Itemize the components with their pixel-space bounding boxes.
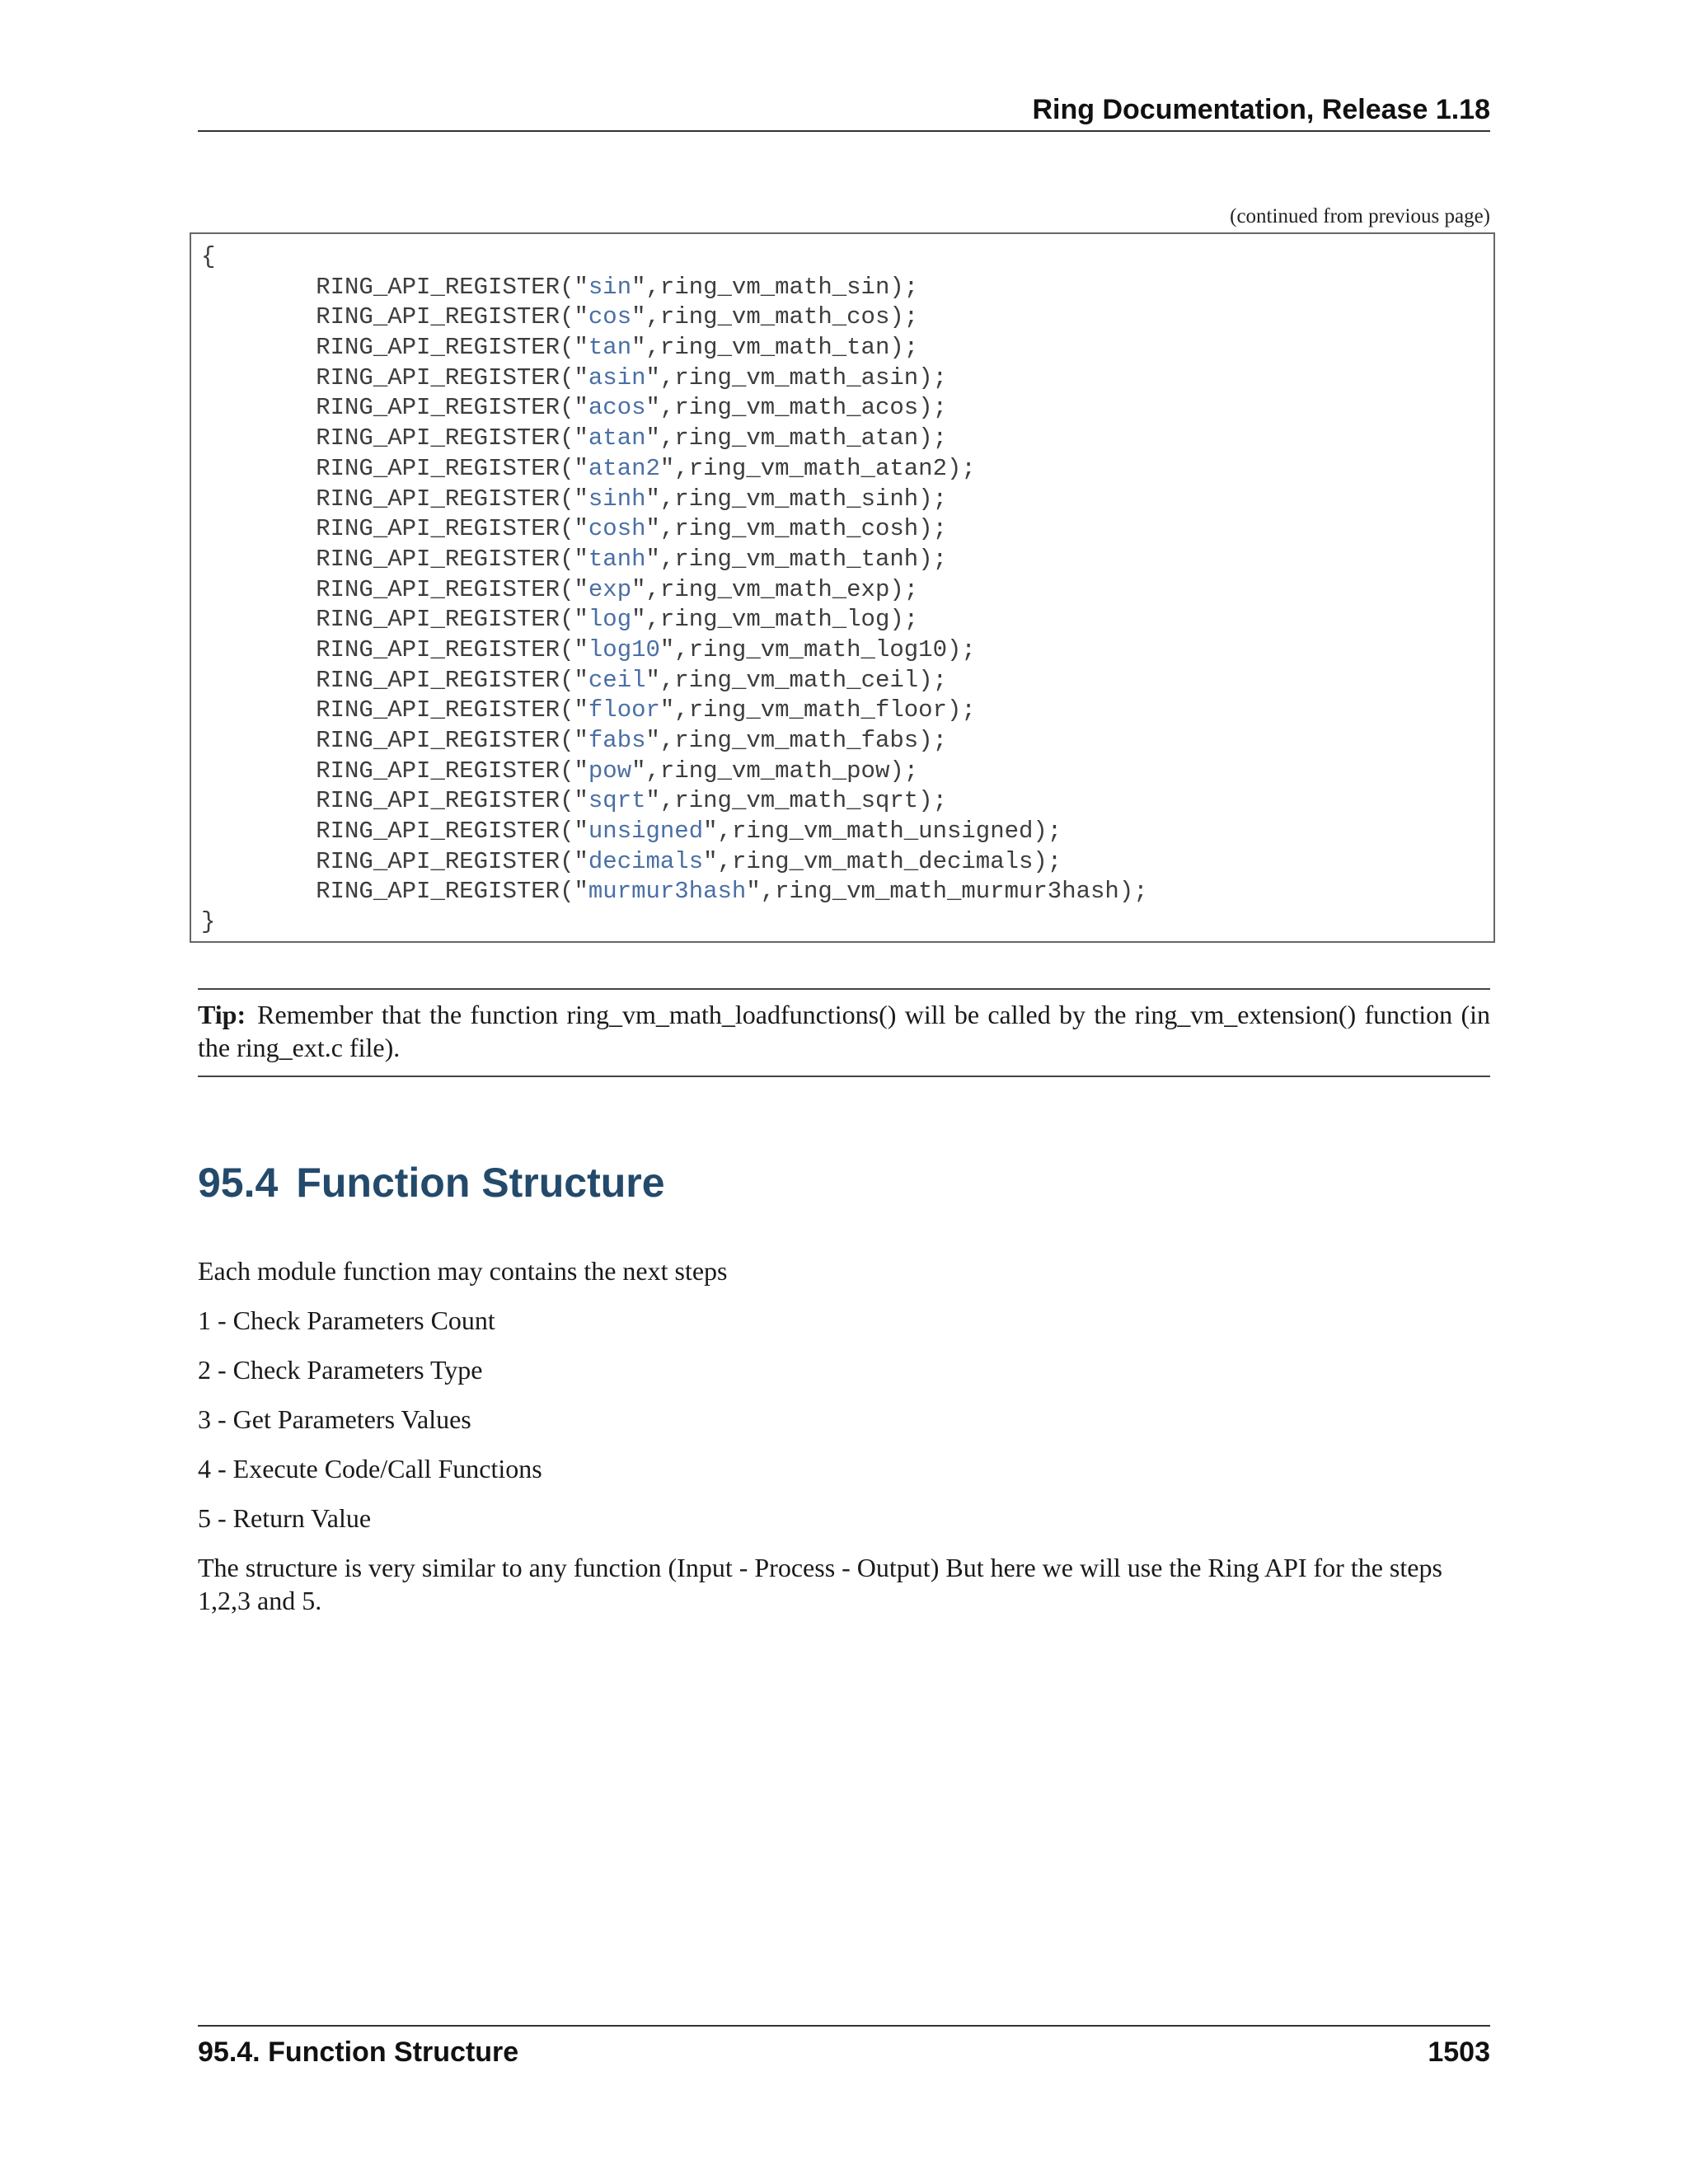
code-string-literal: log (588, 606, 632, 634)
section-title: Function Structure (296, 1160, 665, 1206)
section-intro: Each module function may contains the next steps (198, 1256, 728, 1286)
code-function-name: ring_vm_math_tanh (674, 545, 919, 573)
code-line: RING_API_REGISTER("atan2",ring_vm_math_atan2); (201, 454, 976, 482)
step-item: 3 - Get Parameters Values (198, 1404, 471, 1434)
code-string-literal: cosh (588, 515, 646, 543)
code-open-brace: { (201, 243, 216, 270)
code-call-prefix: RING_API_REGISTER( (201, 787, 574, 815)
code-function-name: ring_vm_math_tan (659, 334, 890, 362)
code-line: RING_API_REGISTER("sqrt",ring_vm_math_sqrt); (201, 787, 947, 815)
code-call-prefix: RING_API_REGISTER( (201, 606, 574, 634)
section-number: 95.4 (198, 1160, 279, 1206)
code-call-prefix: RING_API_REGISTER( (201, 847, 574, 875)
code-line: RING_API_REGISTER("sin",ring_vm_math_sin); (201, 273, 919, 301)
code-function-name: ring_vm_math_acos (674, 394, 919, 422)
code-close-brace: } (201, 908, 216, 936)
code-call-prefix: RING_API_REGISTER( (201, 363, 574, 391)
page-number: 1503 (1428, 2036, 1490, 2068)
code-string-literal: tanh (588, 545, 646, 573)
tip-box (198, 988, 1490, 1077)
step-item: 5 - Return Value (198, 1503, 372, 1533)
code-function-name: ring_vm_math_floor (688, 696, 947, 724)
code-call-prefix: RING_API_REGISTER( (201, 757, 574, 785)
tip-text: Remember that the function ring_vm_math_loadfunctions() will be called by the ring_vm_extension() function (in the ring_ext.c file). (198, 1000, 1490, 1062)
code-function-name: ring_vm_math_cos (659, 303, 890, 331)
code-line: RING_API_REGISTER("unsigned",ring_vm_math_unsigned); (201, 818, 1062, 846)
code-line: RING_API_REGISTER("decimals",ring_vm_math_decimals); (201, 847, 1062, 875)
code-call-prefix: RING_API_REGISTER( (201, 454, 574, 482)
code-line: RING_API_REGISTER("pow",ring_vm_math_pow); (201, 757, 919, 785)
code-function-name: ring_vm_math_murmur3hash (775, 878, 1119, 906)
section-closing: The structure is very similar to any function (Input - Process - Output) But here we will use the Ring API for the steps 1,2,3 and 5. (198, 1553, 1442, 1615)
step-item: 1 - Check Parameters Count (198, 1305, 495, 1335)
code-function-name: ring_vm_math_exp (659, 575, 890, 603)
page-header (198, 89, 1490, 132)
code-call-prefix: RING_API_REGISTER( (201, 666, 574, 694)
code-string-literal: ceil (588, 666, 646, 694)
tip-label: Tip: (198, 1000, 246, 1029)
code-function-name: ring_vm_math_unsigned (731, 818, 1034, 846)
document-title: Ring Documentation, Release 1.18 (1032, 94, 1490, 125)
code-line: RING_API_REGISTER("murmur3hash",ring_vm_math_murmur3hash); (201, 878, 1148, 906)
code-call-prefix: RING_API_REGISTER( (201, 818, 574, 846)
code-call-prefix: RING_API_REGISTER( (201, 303, 574, 331)
code-string-literal: asin (588, 363, 646, 391)
code-line: RING_API_REGISTER("exp",ring_vm_math_exp); (201, 575, 919, 603)
code-call-prefix: RING_API_REGISTER( (201, 485, 574, 513)
code-call-prefix: RING_API_REGISTER( (201, 334, 574, 362)
code-string-literal: pow (588, 757, 632, 785)
code-call-prefix: RING_API_REGISTER( (201, 878, 574, 906)
code-call-prefix: RING_API_REGISTER( (201, 394, 574, 422)
code-line: RING_API_REGISTER("tan",ring_vm_math_tan); (201, 334, 919, 362)
code-function-name: ring_vm_math_sinh (674, 485, 919, 513)
code-string-literal: cos (588, 303, 632, 331)
code-call-prefix: RING_API_REGISTER( (201, 545, 574, 573)
code-string-literal: atan (588, 424, 646, 452)
code-string-literal: sinh (588, 485, 646, 513)
code-line: RING_API_REGISTER("log10",ring_vm_math_log10); (201, 635, 976, 663)
code-line: RING_API_REGISTER("cosh",ring_vm_math_cosh); (201, 515, 947, 543)
code-string-literal: sin (588, 273, 632, 301)
code-call-prefix: RING_API_REGISTER( (201, 696, 574, 724)
step-item: 2 - Check Parameters Type (198, 1355, 483, 1385)
code-call-prefix: RING_API_REGISTER( (201, 727, 574, 754)
code-function-name: ring_vm_math_decimals (731, 847, 1034, 875)
code-string-literal: unsigned (588, 818, 704, 846)
code-line: RING_API_REGISTER("log",ring_vm_math_log); (201, 606, 919, 634)
continued-note: (continued from previous page) (1230, 205, 1490, 227)
code-line: RING_API_REGISTER("tanh",ring_vm_math_tanh); (201, 545, 947, 573)
code-line: RING_API_REGISTER("fabs",ring_vm_math_fabs); (201, 727, 947, 754)
code-line: RING_API_REGISTER("atan",ring_vm_math_atan); (201, 424, 947, 452)
code-call-prefix: RING_API_REGISTER( (201, 424, 574, 452)
code-call-prefix: RING_API_REGISTER( (201, 575, 574, 603)
code-block (190, 232, 1495, 943)
code-line: RING_API_REGISTER("asin",ring_vm_math_asin); (201, 363, 947, 391)
code-call-prefix: RING_API_REGISTER( (201, 273, 574, 301)
code-string-literal: decimals (588, 847, 704, 875)
code-function-name: ring_vm_math_atan (674, 424, 919, 452)
code-function-name: ring_vm_math_atan2 (688, 454, 947, 482)
code-string-literal: murmur3hash (588, 878, 747, 906)
step-item: 4 - Execute Code/Call Functions (198, 1454, 542, 1483)
code-string-literal: tan (588, 334, 632, 362)
code-function-name: ring_vm_math_asin (674, 363, 919, 391)
code-call-prefix: RING_API_REGISTER( (201, 635, 574, 663)
code-string-literal: floor (588, 696, 660, 724)
code-line: RING_API_REGISTER("cos",ring_vm_math_cos); (201, 303, 919, 331)
code-string-literal: atan2 (588, 454, 660, 482)
code-line: RING_API_REGISTER("floor",ring_vm_math_floor); (201, 696, 976, 724)
code-function-name: ring_vm_math_fabs (674, 727, 919, 754)
code-line: RING_API_REGISTER("ceil",ring_vm_math_ceil); (201, 666, 947, 694)
code-line: RING_API_REGISTER("sinh",ring_vm_math_sinh); (201, 485, 947, 513)
code-string-literal: sqrt (588, 787, 646, 815)
footer-section: 95.4. Function Structure (198, 2036, 519, 2068)
page-footer (198, 2025, 1490, 2071)
code-call-prefix: RING_API_REGISTER( (201, 515, 574, 543)
code-function-name: ring_vm_math_ceil (674, 666, 919, 694)
code-string-literal: fabs (588, 727, 646, 754)
code-string-literal: log10 (588, 635, 660, 663)
code-string-literal: acos (588, 394, 646, 422)
code-string-literal: exp (588, 575, 632, 603)
code-lines (201, 273, 1493, 907)
code-function-name: ring_vm_math_cosh (674, 515, 919, 543)
code-line: RING_API_REGISTER("acos",ring_vm_math_acos); (201, 394, 947, 422)
code-function-name: ring_vm_math_sqrt (674, 787, 919, 815)
code-function-name: ring_vm_math_log10 (688, 635, 947, 663)
code-function-name: ring_vm_math_pow (659, 757, 890, 785)
code-function-name: ring_vm_math_sin (659, 273, 890, 301)
code-function-name: ring_vm_math_log (659, 606, 890, 634)
section-heading (198, 1154, 665, 1212)
